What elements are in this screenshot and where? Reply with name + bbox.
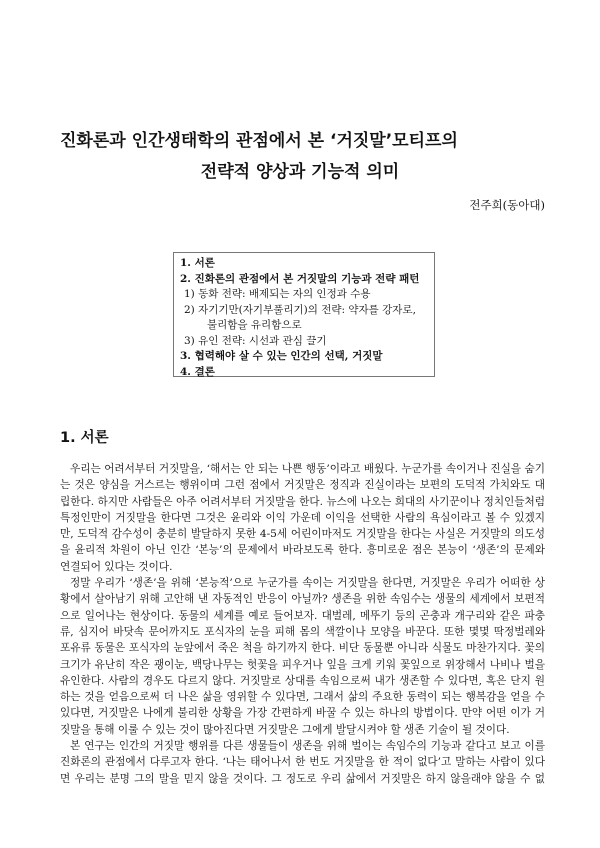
body-line: 있다면, 거짓말은 나에게 불리한 상황을 가장 간편하게 바꿀 수 있는 하나의 방법이다. 만약 어떤 이가 거 — [60, 707, 545, 720]
paper-title-line-1: 진화론과 인간생태학의 관점에서 본 ‘거짓말’모티프의 — [60, 131, 458, 151]
section-heading: 1. 서론 — [60, 430, 109, 446]
toc-subitem: 1) 동화 전략: 배제되는 자의 인정과 수용 — [184, 288, 371, 300]
body-line: 으로 일어나는 현상이다. 동물의 세계를 예로 들어보자. 대벌레, 메뚜기 등의 곤충과 개구리와 같은 파충 — [60, 609, 545, 622]
body-line: 하는 것을 얻음으로써 더 나은 삶을 영위할 수 있다면, 그래서 삶의 주요한 동력이 되는 행복감을 얻을 수 — [60, 691, 545, 704]
table-of-contents — [173, 252, 435, 377]
toc-item: 4. 결론 — [180, 365, 215, 378]
body-line: 특정인만이 거짓말을 한다면 그것은 윤리와 이익 가운데 이익을 선택한 사람의 욕심이라고 볼 수 있겠지 — [60, 511, 545, 524]
body-line: 크기가 유난히 작은 괭이눈, 백당나무는 헛꽃을 피우거나 잎을 크게 키워 꽃잎으로 위장해서 나비나 벌을 — [60, 658, 545, 671]
body-line: 립한다. 하지만 사람들은 아주 어려서부터 거짓말을 한다. 뉴스에 나오는 희대의 사기꾼이나 정치인들처럼 — [60, 495, 545, 508]
toc-item: 1. 서론 — [180, 257, 215, 269]
body-line: 는 것은 양심을 거스르는 행위이며 그런 점에서 거짓말은 정직과 진실이라는 보편의 도덕적 가치와도 대 — [60, 479, 545, 492]
toc-subitem: 2) 자기기만(자기부풀리기)의 전략: 약자를 강자로, — [184, 303, 416, 316]
toc-item: 2. 진화론의 관점에서 본 거짓말의 기능과 전략 패턴 — [180, 272, 420, 285]
toc-subitem-continued: 불리함을 유리함으로 — [207, 319, 302, 331]
toc-item: 3. 협력해야 살 수 있는 인간의 선택, 거짓말 — [180, 350, 383, 362]
author-affiliation: 전주희(동아대) — [469, 198, 545, 212]
body-line: 연결되어 있다는 것이다. — [60, 560, 173, 573]
body-line: 진화론의 관점에서 다루고자 한다. ‘나는 태어나서 한 번도 거짓말을 한 적이 없다’고 말하는 사람이 있다 — [60, 756, 545, 769]
paper-title-line-2: 전략적 양상과 기능적 의미 — [200, 162, 400, 182]
body-line: 포유류 동물은 포식자의 눈앞에서 죽은 척을 하기까지 한다. 비단 동물뿐 아니라 식물도 마찬가지다. 꽃의 — [60, 642, 545, 655]
body-line: 황에서 살아남기 위해 고안해 낸 자동적인 반응이 아닐까? 생존을 위한 속임수는 생물의 세계에서 보편적 — [60, 593, 545, 606]
body-line: 류, 심지어 바닷속 문어까지도 포식자의 눈을 피해 몸의 색깔이나 모양을 바꾼다. 또한 몇몇 딱정벌레와 — [60, 625, 545, 638]
body-line: 만, 도덕적 감수성이 충분히 발달하지 못한 4-5세 어린이마저도 거짓말을 한다는 사실은 거짓말의 의도성 — [60, 528, 545, 541]
body-line: 우리는 어려서부터 거짓말을, ‘해서는 안 되는 나쁜 행동’이라고 배웠다. 누군가를 속이거나 진실을 숨기 — [70, 463, 545, 475]
toc-subitem: 3) 유인 전략: 시선과 관심 끌기 — [184, 334, 327, 347]
body-line: 을 윤리적 차원이 아닌 인간 ‘본능’의 문제에서 바라보도록 한다. 흥미로운 점은 본능이 ‘생존’의 문제와 — [60, 544, 545, 557]
body-line: 면 우리는 분명 그의 말을 믿지 않을 것이다. 그 정도로 우리 삶에서 거짓말은 하지 않을래야 않을 수 없 — [60, 772, 545, 785]
body-line: 짓말을 통해 이룰 수 있는 것이 많아진다면 거짓말은 그에게 발달시켜야 할 생존 기술이 될 것이다. — [60, 723, 510, 736]
body-text — [60, 461, 545, 787]
body-line: 유인한다. 사람의 경우도 다르지 않다. 거짓말로 상대를 속임으로써 내가 생존할 수 있다면, 혹은 단지 원 — [60, 674, 545, 687]
body-line: 정말 우리가 ‘생존’을 위해 ‘본능적’으로 누군가를 속이는 거짓말을 한다면, 거짓말은 우리가 어떠한 상 — [70, 577, 545, 590]
body-line: 본 연구는 인간의 거짓말 행위를 다른 생물들이 생존을 위해 벌이는 속임수의 기능과 같다고 보고 이를 — [70, 740, 545, 753]
